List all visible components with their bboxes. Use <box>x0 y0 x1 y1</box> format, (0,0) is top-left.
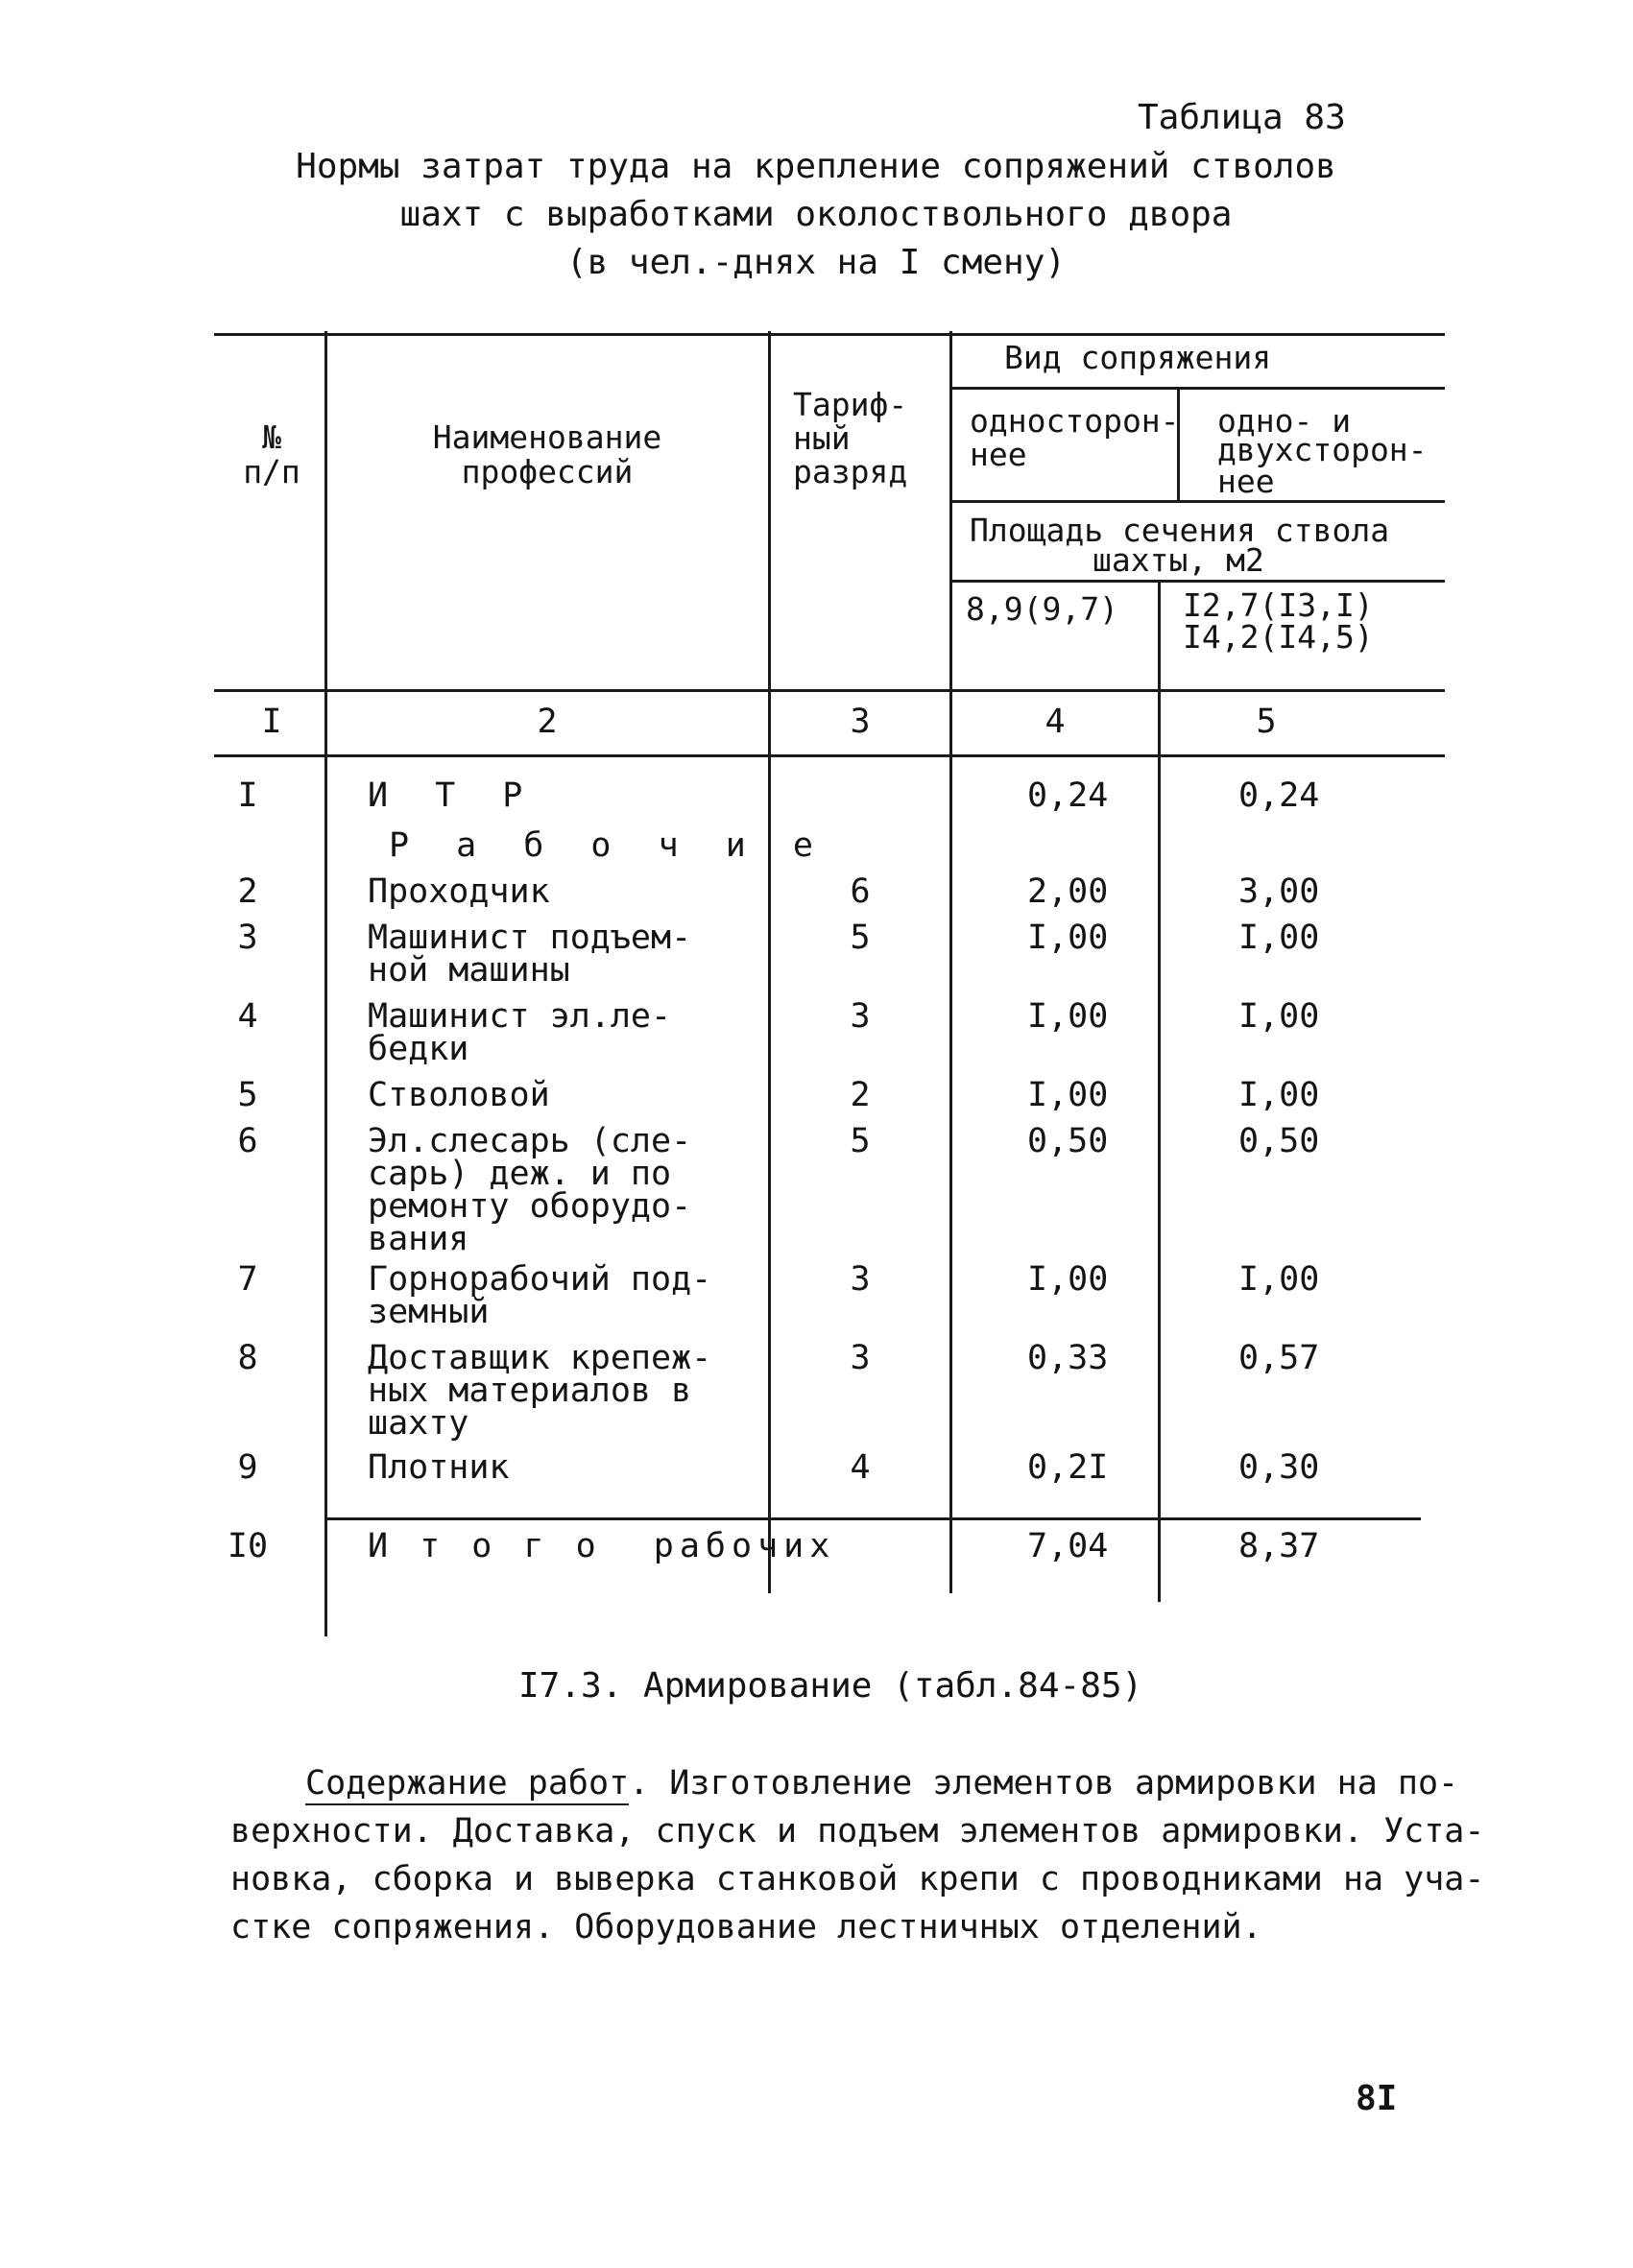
value-one-sided: 0,33 <box>1027 1339 1109 1377</box>
col-number: I <box>261 703 282 741</box>
type-rule <box>950 500 1445 503</box>
profession-name-cont: ных материалов в <box>368 1372 692 1410</box>
row-number: 5 <box>237 1076 258 1114</box>
two-sided-header-line2: двухсторон- <box>1217 431 1428 468</box>
table-title-line2: шахт с выработками околоствольного двора <box>399 195 1233 234</box>
col-divider-2 <box>768 331 771 1593</box>
grade-header-line2: ный <box>793 419 851 457</box>
row-number: 8 <box>237 1339 258 1377</box>
profession-name: И Т Р <box>368 776 537 815</box>
table-top-rule <box>214 333 1445 336</box>
profession-name: Плотник <box>368 1448 510 1487</box>
profession-name: Машинист эл.ле- <box>368 997 672 1036</box>
colnum-bottom-rule <box>214 754 1445 757</box>
table-label: Таблица 83 <box>1138 98 1346 137</box>
two-sided-header-line3: нее <box>1217 463 1275 500</box>
one-sided-header-line1: односторон- <box>970 402 1180 440</box>
tariff-grade: 3 <box>850 997 871 1036</box>
paragraph-line3: новка, сборка и выверка станковой крепи с проводниками на уча- <box>230 1860 1485 1898</box>
paragraph-line1 <box>305 1759 1458 1807</box>
paragraph-line2: верхности. Доставка, спуск и подъем элементов армировки. Уста- <box>230 1812 1485 1850</box>
total-two-sided: 8,37 <box>1238 1527 1320 1565</box>
tariff-grade: 6 <box>850 872 871 911</box>
col-number: 5 <box>1256 703 1277 741</box>
profession-name: Эл.слесарь (сле- <box>368 1122 692 1160</box>
row-number: 2 <box>237 872 258 911</box>
paragraph-line4: стке сопряжения. Оборудование лестничных отделений. <box>230 1908 1262 1946</box>
group-rule <box>950 387 1445 390</box>
profession-name-cont: ной машины <box>368 951 570 990</box>
profession-name-cont: шахту <box>368 1404 469 1443</box>
area-header-line1: Площадь сечения ствола <box>970 512 1390 549</box>
value-two-sided: I,00 <box>1238 1076 1320 1114</box>
profession-name-cont: сарь) деж. и по <box>368 1155 672 1193</box>
value-two-sided: 0,24 <box>1238 776 1320 815</box>
workers-subheading: Р а б о ч и е <box>389 826 827 865</box>
tariff-grade: 5 <box>850 1122 871 1160</box>
row-number: 3 <box>237 919 258 957</box>
value-one-sided: I,00 <box>1027 1260 1109 1299</box>
row-number: 7 <box>237 1260 258 1299</box>
profession-name-cont: вания <box>368 1220 469 1258</box>
value-two-sided: I,00 <box>1238 919 1320 957</box>
tariff-grade: 3 <box>850 1260 871 1299</box>
profession-name: Проходчик <box>368 872 550 911</box>
value-two-sided: 0,50 <box>1238 1122 1320 1160</box>
section-heading: I7.3. Армирование (табл.84-85) <box>518 1666 1143 1706</box>
value-one-sided: 0,2I <box>1027 1448 1109 1487</box>
profession-header-line2: профессий <box>461 453 634 490</box>
profession-name: Машинист подъем- <box>368 919 692 957</box>
area-value-large-line2: I4,2(I4,5) <box>1183 618 1374 656</box>
one-sided-header-line2: нее <box>970 436 1027 473</box>
grade-header-line1: Тариф- <box>793 386 908 423</box>
tariff-grade: 4 <box>850 1448 871 1487</box>
tariff-grade: 3 <box>850 1339 871 1377</box>
profession-name: Стволовой <box>368 1076 550 1114</box>
col-number: 3 <box>850 703 871 741</box>
table-title-line1: Нормы затрат труда на крепление сопряжений стволов <box>296 147 1336 186</box>
col-number: 2 <box>537 703 558 741</box>
col-divider-1 <box>324 331 327 1636</box>
type-group-header: Вид сопряжения <box>1004 339 1272 376</box>
profession-name-cont: ремонту оборудо- <box>368 1187 692 1226</box>
value-one-sided: I,00 <box>1027 1076 1109 1114</box>
value-two-sided: I,00 <box>1238 997 1320 1036</box>
page-number: 8I <box>1356 2079 1398 2118</box>
area-value-small: 8,9(9,7) <box>966 590 1118 628</box>
grade-header-line3: разряд <box>793 453 908 490</box>
profession-name: Доставщик крепеж- <box>368 1339 712 1377</box>
two-sided-header-line1: одно- и <box>1217 402 1352 440</box>
profession-name: Горнорабочий под- <box>368 1260 712 1299</box>
tariff-grade: 5 <box>850 919 871 957</box>
paragraph-line1-text: . Изготовление элементов армировки на по- <box>629 1764 1459 1802</box>
value-one-sided: 0,24 <box>1027 776 1109 815</box>
area-rule <box>950 580 1445 583</box>
num-header-symbol: № <box>262 418 281 456</box>
profession-name-cont: земный <box>368 1293 490 1331</box>
value-two-sided: 0,30 <box>1238 1448 1320 1487</box>
col-number: 4 <box>1045 703 1066 741</box>
value-one-sided: I,00 <box>1027 997 1109 1036</box>
area-header-line2: шахты, м2 <box>1093 541 1264 579</box>
total-one-sided: 7,04 <box>1027 1527 1109 1565</box>
value-one-sided: 2,00 <box>1027 872 1109 911</box>
value-two-sided: I,00 <box>1238 1260 1320 1299</box>
row-number: 4 <box>237 997 258 1036</box>
row-number: 6 <box>237 1122 258 1160</box>
col-divider-3 <box>949 331 952 1593</box>
value-one-sided: I,00 <box>1027 919 1109 957</box>
row-number: I <box>237 776 258 815</box>
tariff-grade: 2 <box>850 1076 871 1114</box>
total-label: И т о г о рабочих <box>368 1527 836 1565</box>
num-header-abbr: п/п <box>243 453 300 490</box>
value-two-sided: 0,57 <box>1238 1339 1320 1377</box>
value-one-sided: 0,50 <box>1027 1122 1109 1160</box>
area-value-large-line1: I2,7(I3,I) <box>1183 586 1374 624</box>
total-row-number: I0 <box>227 1527 269 1565</box>
profession-name-cont: бедки <box>368 1030 469 1068</box>
work-content-lead: Содержание работ <box>305 1764 629 1805</box>
profession-header-line1: Наименование <box>432 418 662 456</box>
row-number: 9 <box>237 1448 258 1487</box>
table-title-line3: (в чел.-днях на I смену) <box>565 243 1067 282</box>
header-bottom-rule <box>214 689 1445 692</box>
total-top-rule <box>326 1517 1421 1520</box>
value-two-sided: 3,00 <box>1238 872 1320 911</box>
